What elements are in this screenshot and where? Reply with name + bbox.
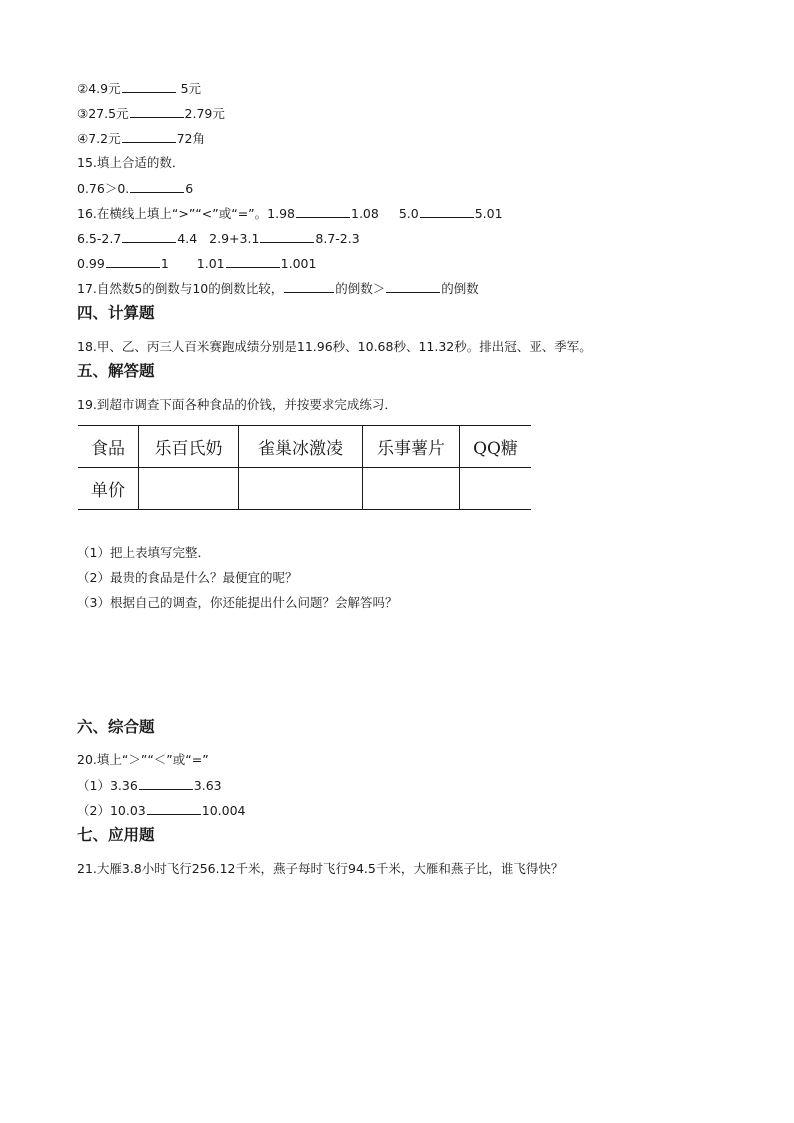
price-cell[interactable]	[363, 468, 460, 510]
answer-blank[interactable]	[130, 105, 184, 118]
q21-text: 21.大雁3.8小时飞行256.12千米，燕子每时飞行94.5千米，大雁和燕子比，谁飞得快？	[77, 861, 564, 876]
price-cell[interactable]	[239, 468, 363, 510]
q14-item-3: ③27.5元 2.79元	[77, 106, 225, 121]
answer-blank[interactable]	[130, 180, 184, 193]
section-heading-answer: 五、解答题	[77, 362, 155, 380]
answer-blank[interactable]	[296, 205, 350, 218]
answer-blank[interactable]	[386, 280, 440, 293]
q16-line-2: 6.5-2.7 4.4 2.9+3.1 8.7-2.3	[77, 231, 360, 246]
table-row-label: 单价	[78, 468, 139, 510]
q20-text: 20.填上“＞”“＜”或“=”	[77, 752, 209, 767]
section-heading-calculation: 四、计算题	[77, 304, 155, 322]
answer-blank[interactable]	[420, 205, 474, 218]
table-header-cell: 雀巢冰激凌	[239, 426, 363, 468]
table-row	[78, 468, 531, 510]
answer-blank[interactable]	[284, 280, 334, 293]
q17-line: 17.自然数5的倒数与10的倒数比较， 的倒数＞ 的倒数	[77, 281, 479, 296]
section-heading-comprehensive: 六、综合题	[77, 718, 155, 736]
price-cell[interactable]	[460, 468, 532, 510]
q16-line-1: 16.在横线上填上“>”“<”或“=”。1.98 1.08 5.0 5.01	[77, 206, 503, 221]
table-header-row	[78, 426, 531, 468]
answer-blank[interactable]	[122, 130, 176, 143]
q14-item-4: ④7.2元 72角	[77, 131, 205, 146]
q14-item-2: ②4.9元 5元	[77, 81, 202, 96]
q15-item: 0.76＞0. 6	[77, 181, 194, 196]
price-cell[interactable]	[139, 468, 239, 510]
table-header-cell: 食品	[78, 426, 139, 468]
answer-blank[interactable]	[122, 230, 176, 243]
answer-blank[interactable]	[139, 777, 193, 790]
answer-blank[interactable]	[226, 255, 280, 268]
q19-part-3: （3）根据自己的调查，你还能提出什么问题？会解答吗？	[77, 595, 398, 610]
q19-part-1: （1）把上表填写完整．	[77, 545, 210, 560]
q16-line-3: 0.99 1 1.01 1.001	[77, 256, 317, 271]
answer-blank[interactable]	[122, 80, 176, 93]
section-heading-application: 七、应用题	[77, 826, 155, 844]
q19-text: 19.到超市调查下面各种食品的价钱，并按要求完成练习．	[77, 397, 397, 412]
q20-item-1: （1）3.36 3.63	[77, 778, 222, 793]
answer-blank[interactable]	[147, 802, 201, 815]
table-header-cell: QQ糖	[460, 426, 532, 468]
table-header-cell: 乐百氏奶	[139, 426, 239, 468]
price-survey-table	[78, 425, 531, 510]
q18-text: 18.甲、乙、丙三人百米赛跑成绩分别是11.96秒、10.68秒、11.32秒。排出冠、亚、季军。	[77, 339, 592, 354]
table-header-cell: 乐事薯片	[363, 426, 460, 468]
q15-prompt: 15.填上合适的数．	[77, 155, 185, 170]
answer-blank[interactable]	[106, 255, 160, 268]
q20-item-2: （2）10.03 10.004	[77, 803, 246, 818]
answer-blank[interactable]	[260, 230, 314, 243]
q19-part-2: （2）最贵的食品是什么？最便宜的呢？	[77, 570, 298, 585]
